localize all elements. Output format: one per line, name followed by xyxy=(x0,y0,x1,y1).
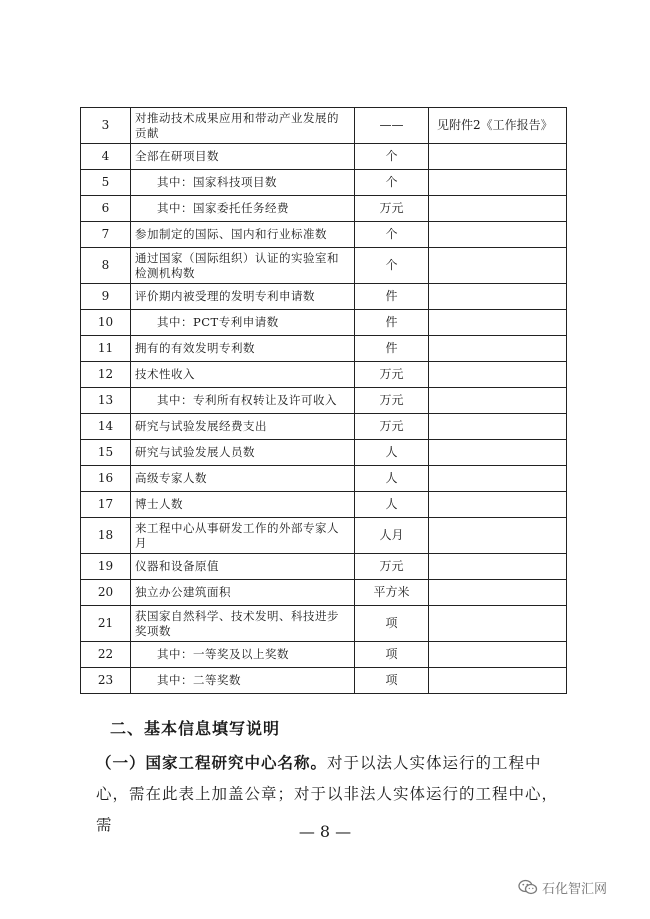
row-number: 22 xyxy=(81,642,131,668)
row-item: 其中：国家科技项目数 xyxy=(131,170,355,196)
row-item: 评价期内被受理的发明专利申请数 xyxy=(131,284,355,310)
row-number: 12 xyxy=(81,362,131,388)
table-row xyxy=(81,642,567,668)
row-number: 20 xyxy=(81,580,131,606)
row-unit: 个 xyxy=(355,222,429,248)
table-row xyxy=(81,518,567,554)
table-row xyxy=(81,222,567,248)
row-item: 博士人数 xyxy=(131,492,355,518)
row-value xyxy=(429,580,567,606)
row-number: 16 xyxy=(81,466,131,492)
row-unit: 人 xyxy=(355,440,429,466)
row-number: 19 xyxy=(81,554,131,580)
row-unit: 万元 xyxy=(355,414,429,440)
row-unit: 项 xyxy=(355,606,429,642)
row-item: 独立办公建筑面积 xyxy=(131,580,355,606)
row-unit: 件 xyxy=(355,310,429,336)
row-value xyxy=(429,466,567,492)
row-unit: 万元 xyxy=(355,196,429,222)
table-row xyxy=(81,108,567,144)
row-item: 研究与试验发展人员数 xyxy=(131,440,355,466)
table-row xyxy=(81,196,567,222)
row-unit: 件 xyxy=(355,336,429,362)
table-row xyxy=(81,170,567,196)
row-number: 21 xyxy=(81,606,131,642)
row-item: 研究与试验发展经费支出 xyxy=(131,414,355,440)
row-unit: 个 xyxy=(355,144,429,170)
row-number: 7 xyxy=(81,222,131,248)
row-number: 10 xyxy=(81,310,131,336)
table-row xyxy=(81,466,567,492)
paragraph-lead: （一）国家工程研究中心名称。 xyxy=(96,754,328,772)
row-unit: 个 xyxy=(355,248,429,284)
section-title: 二、基本信息填写说明 xyxy=(110,719,281,738)
row-unit: 万元 xyxy=(355,554,429,580)
row-unit: 项 xyxy=(355,668,429,694)
table-row xyxy=(81,248,567,284)
row-value xyxy=(429,492,567,518)
row-number: 23 xyxy=(81,668,131,694)
table-row xyxy=(81,144,567,170)
wechat-icon xyxy=(518,879,538,896)
row-value xyxy=(429,554,567,580)
row-item: 来工程中心从事研发工作的外部专家人月 xyxy=(131,518,355,554)
table-row xyxy=(81,606,567,642)
row-item: 高级专家人数 xyxy=(131,466,355,492)
row-number: 18 xyxy=(81,518,131,554)
watermark-text: 石化智汇网 xyxy=(542,882,608,897)
row-item: 其中：PCT专利申请数 xyxy=(131,310,355,336)
row-unit: 件 xyxy=(355,284,429,310)
row-unit: 个 xyxy=(355,170,429,196)
row-value xyxy=(429,440,567,466)
row-value xyxy=(429,642,567,668)
row-number: 17 xyxy=(81,492,131,518)
row-item: 获国家自然科学、技术发明、科技进步奖项数 xyxy=(131,606,355,642)
row-item: 仪器和设备原值 xyxy=(131,554,355,580)
row-value: 见附件2《工作报告》 xyxy=(429,108,567,144)
row-number: 4 xyxy=(81,144,131,170)
indicator-table xyxy=(80,107,567,694)
row-unit: 项 xyxy=(355,642,429,668)
row-value xyxy=(429,144,567,170)
row-unit: 人 xyxy=(355,492,429,518)
row-number: 8 xyxy=(81,248,131,284)
row-number: 13 xyxy=(81,388,131,414)
table-row xyxy=(81,362,567,388)
row-unit: 人月 xyxy=(355,518,429,554)
watermark xyxy=(518,878,607,897)
row-value xyxy=(429,336,567,362)
row-unit: 平方米 xyxy=(355,580,429,606)
row-value xyxy=(429,518,567,554)
paragraph-body: 对于以法人实体运行的工程中心，需在此表上加盖公章；对于以非法人实体运行的工程中心，需 xyxy=(96,754,559,834)
row-number: 9 xyxy=(81,284,131,310)
row-unit: 万元 xyxy=(355,388,429,414)
table-row xyxy=(81,414,567,440)
page-number: — 8 — xyxy=(298,822,352,841)
row-item: 其中：一等奖及以上奖数 xyxy=(131,642,355,668)
row-value xyxy=(429,668,567,694)
row-value xyxy=(429,606,567,642)
table-row xyxy=(81,492,567,518)
row-item: 技术性收入 xyxy=(131,362,355,388)
table-row xyxy=(81,580,567,606)
row-value xyxy=(429,388,567,414)
row-value xyxy=(429,284,567,310)
row-value xyxy=(429,362,567,388)
row-unit: 人 xyxy=(355,466,429,492)
table-row xyxy=(81,336,567,362)
row-number: 11 xyxy=(81,336,131,362)
row-item: 其中：国家委托任务经费 xyxy=(131,196,355,222)
row-unit: 万元 xyxy=(355,362,429,388)
row-item: 参加制定的国际、国内和行业标准数 xyxy=(131,222,355,248)
row-number: 15 xyxy=(81,440,131,466)
table-row xyxy=(81,310,567,336)
row-number: 6 xyxy=(81,196,131,222)
row-unit: —— xyxy=(355,108,429,144)
table-row xyxy=(81,388,567,414)
row-value xyxy=(429,310,567,336)
row-item: 通过国家（国际组织）认证的实验室和检测机构数 xyxy=(131,248,355,284)
row-value xyxy=(429,414,567,440)
row-number: 3 xyxy=(81,108,131,144)
row-item: 拥有的有效发明专利数 xyxy=(131,336,355,362)
row-value xyxy=(429,222,567,248)
table-row xyxy=(81,284,567,310)
table-row xyxy=(81,668,567,694)
row-value xyxy=(429,170,567,196)
row-item: 其中：二等奖数 xyxy=(131,668,355,694)
row-item: 对推动技术成果应用和带动产业发展的贡献 xyxy=(131,108,355,144)
table-row xyxy=(81,554,567,580)
table-row xyxy=(81,440,567,466)
row-number: 14 xyxy=(81,414,131,440)
row-value xyxy=(429,248,567,284)
row-value xyxy=(429,196,567,222)
row-item: 其中：专利所有权转让及许可收入 xyxy=(131,388,355,414)
row-item: 全部在研项目数 xyxy=(131,144,355,170)
row-number: 5 xyxy=(81,170,131,196)
